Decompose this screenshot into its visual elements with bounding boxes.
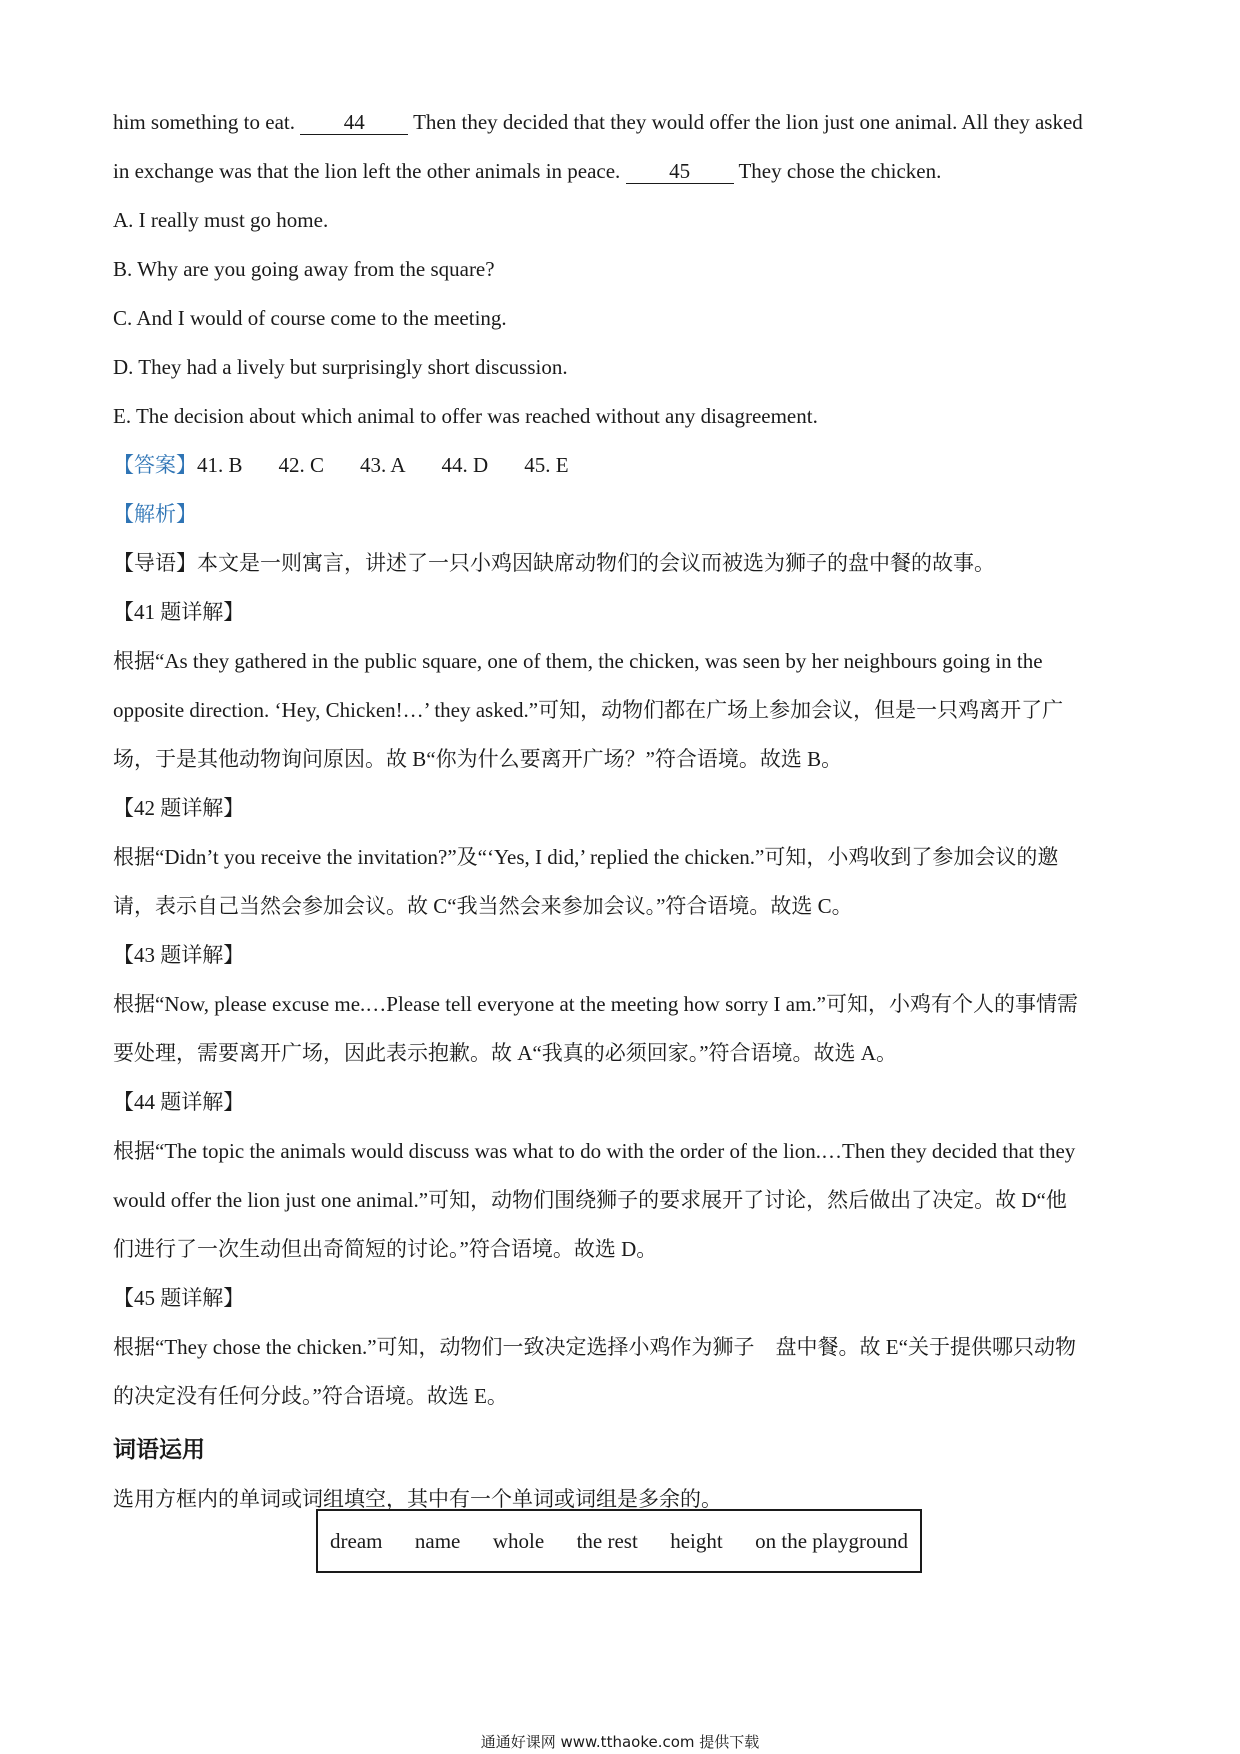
word-item: name xyxy=(414,1528,461,1553)
analysis-tag: 【解析】 xyxy=(113,502,197,526)
option-e: E. The decision about which animal to offer was reached without any disagreement. xyxy=(113,404,818,428)
passage-text: him something to eat. xyxy=(113,110,295,134)
detail-line: opposite direction. ‘Hey, Chicken!…’ they asked.”可知，动物们都在广场上参加会议，但是一只鸡离开了广 xyxy=(113,698,1064,722)
detail-line: 要处理，需要离开广场，因此表示抱歉。故 A“我真的必须回家。”符合语境。故选 A。 xyxy=(113,1041,897,1065)
detail-heading-44: 【44 题详解】 xyxy=(113,1090,245,1114)
word-item: the rest xyxy=(576,1528,638,1553)
detail-line: 根据“The topic the animals would discuss was what to do with the order of the lion.…Then they decided that they xyxy=(113,1139,1076,1163)
intro-line: 【导语】本文是一则寓言，讲述了一只小鸡因缺席动物们的会议而被选为狮子的盘中餐的故事。 xyxy=(113,551,995,575)
passage-text: Then they decided that they would offer the lion just one animal. All they asked xyxy=(413,110,1083,134)
section-instruction: 选用方框内的单词或词组填空，其中有一个单词或词组是多余的。 xyxy=(113,1487,722,1511)
passage-text: They chose the chicken. xyxy=(738,159,942,183)
passage-line-1 xyxy=(113,98,1133,147)
option-c: C. And I would of course come to the meeting. xyxy=(113,306,507,330)
passage-line-2 xyxy=(113,147,1133,196)
detail-line: 的决定没有任何分歧。”符合语境。故选 E。 xyxy=(113,1384,508,1408)
detail-line: would offer the lion just one animal.”可知，动物们围绕狮子的要求展开了讨论，然后做出了决定。故 D“他 xyxy=(113,1188,1067,1212)
detail-heading-45: 【45 题详解】 xyxy=(113,1286,245,1310)
answer-line xyxy=(113,441,1133,490)
option-b: B. Why are you going away from the square? xyxy=(113,257,495,281)
word-item: dream xyxy=(330,1528,383,1553)
passage-text: in exchange was that the lion left the other animals in peace. xyxy=(113,159,621,183)
blank-44: 44 xyxy=(300,110,408,135)
blank-45: 45 xyxy=(626,159,734,184)
answer-item: 41. B xyxy=(197,453,243,477)
detail-line: 们进行了一次生动但出奇简短的讨论。”符合语境。故选 D。 xyxy=(113,1237,658,1261)
detail-line: 场，于是其他动物询问原因。故 B“你为什么要离开广场？”符合语境。故选 B。 xyxy=(113,747,843,771)
detail-line: 请，表示自己当然会参加会议。故 C“我当然会来参加会议。”符合语境。故选 C。 xyxy=(113,894,853,918)
option-a: A. I really must go home. xyxy=(113,208,329,232)
word-item: on the playground xyxy=(755,1528,908,1553)
word-item: whole xyxy=(492,1528,545,1553)
detail-line: 根据“They chose the chicken.”可知，动物们一致决定选择小鸡作为狮子 盘中餐。故 E“关于提供哪只动物 xyxy=(113,1335,1076,1359)
answer-item: 43. A xyxy=(360,453,406,477)
word-box xyxy=(316,1509,922,1573)
answer-item: 42. C xyxy=(278,453,325,477)
detail-heading-41: 【41 题详解】 xyxy=(113,600,245,624)
document-body xyxy=(113,98,1133,1524)
detail-line: 根据“Didn’t you receive the invitation?”及“‘Yes, I did,’ replied the chicken.”可知，小鸡收到了参加会议的邀 xyxy=(113,845,1059,869)
detail-line: 根据“Now, please excuse me.…Please tell everyone at the meeting how sorry I am.”可知，小鸡有个人的事情需 xyxy=(113,992,1078,1016)
section-title: 词语运用 xyxy=(113,1437,205,1463)
option-d: D. They had a lively but surprisingly short discussion. xyxy=(113,355,568,379)
detail-line: 根据“As they gathered in the public square, one of them, the chicken, was seen by her neighbours going in the xyxy=(113,649,1043,673)
page-footer: 通通好课网 www.tthaoke.com 提供下载 xyxy=(480,1733,760,1751)
answer-item: 44. D xyxy=(441,453,489,477)
word-item: height xyxy=(670,1528,723,1553)
answer-tag: 【答案】 xyxy=(113,453,197,477)
detail-heading-42: 【42 题详解】 xyxy=(113,796,245,820)
detail-heading-43: 【43 题详解】 xyxy=(113,943,245,967)
answer-item: 45. E xyxy=(524,453,569,477)
